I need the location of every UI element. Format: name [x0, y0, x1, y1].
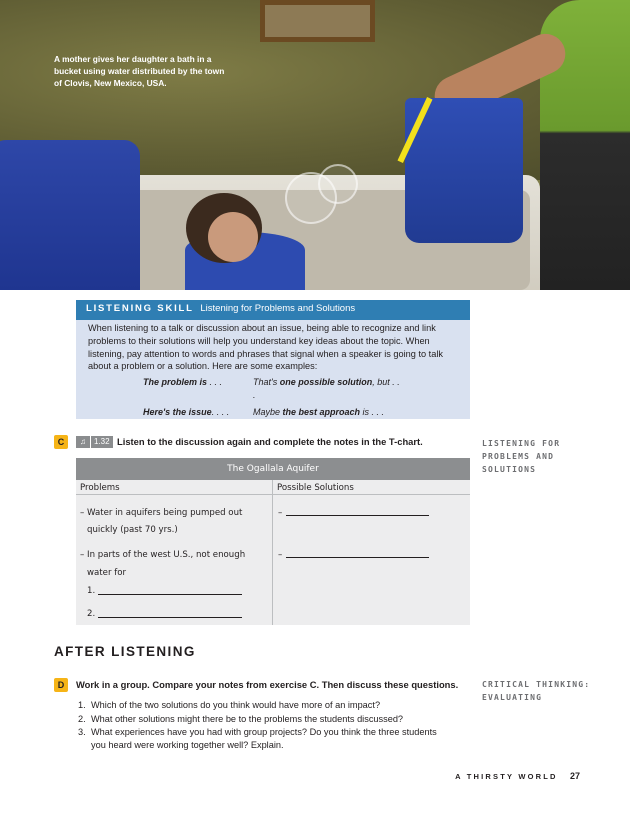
audio-track-badge[interactable]	[76, 436, 113, 448]
exercise-d-instruction: Work in a group. Compare your notes from exercise C. Then discuss these questions.	[76, 679, 459, 690]
audio-track-number: 1.32	[91, 436, 113, 448]
listening-skill-examples	[143, 376, 458, 419]
listening-skill-text: When listening to a talk or discussion about an issue, being able to recognize and link problems to their solutions will help you understand key ideas about the topic. When listening, pay attention to words and phrases that signal when a speaker is going to talk about a problem or a solution. Here are some examples:	[88, 323, 443, 372]
example-rest: is . . .	[360, 407, 385, 418]
problem-2-item-1-blank[interactable]	[98, 594, 242, 595]
example-phrase	[143, 406, 253, 419]
problem-2-item-2-label: 2.	[87, 609, 96, 619]
example-phrase	[253, 406, 403, 419]
solution-2-blank[interactable]	[286, 557, 429, 558]
solution-1-dash: –	[278, 508, 283, 518]
listening-skill-tag: LISTENING SKILL	[86, 303, 194, 314]
listening-skill-body	[76, 320, 470, 419]
problem-2-item-2-blank[interactable]	[98, 617, 242, 618]
photo-bucket-left	[0, 140, 140, 290]
solution-1-blank[interactable]	[286, 515, 429, 516]
question-item	[78, 699, 478, 712]
example-key: The problem is	[143, 377, 208, 388]
problem-1-line-1: – Water in aquifers being pumped out	[80, 508, 243, 518]
listening-skill-header	[76, 300, 470, 320]
listening-skill-box	[76, 300, 470, 419]
t-chart-divider	[272, 480, 273, 625]
side-label-listening: LISTENING FOR PROBLEMS AND SOLUTIONS	[482, 439, 561, 474]
question-number: 3.	[78, 727, 86, 737]
solution-2-dash: –	[278, 550, 283, 560]
t-chart-header-rule	[76, 494, 470, 495]
question-item	[78, 713, 478, 726]
question-number: 2.	[78, 713, 86, 724]
t-chart-col-solutions: Possible Solutions	[277, 483, 354, 493]
side-label-critical-thinking: CRITICAL THINKING: EVALUATING	[482, 680, 591, 702]
photo	[0, 0, 630, 290]
problem-1-line-2: quickly (past 70 yrs.)	[87, 525, 178, 535]
listening-skill-title: Listening for Problems and Solutions	[200, 303, 356, 314]
example-rest: Maybe	[253, 407, 283, 418]
example-phrase	[143, 376, 253, 402]
example-rest: . . . .	[211, 407, 230, 418]
question-item	[78, 726, 438, 751]
exercise-c-badge: C	[54, 435, 68, 449]
page-number: 27	[569, 771, 580, 781]
question-text: What experiences have you had with group projects? Do you think the three students you heard were working together well? Explain.	[91, 727, 437, 750]
problem-2-line-2: water for	[87, 568, 127, 578]
example-rest: , but . . .	[253, 377, 400, 401]
question-number: 1.	[78, 700, 86, 710]
footer-unit-title: A THIRSTY WORLD	[455, 772, 558, 781]
example-key: Here's the issue	[143, 407, 212, 418]
exercise-d-badge: D	[54, 678, 68, 692]
t-chart	[76, 458, 470, 625]
example-key: one possible solution	[279, 377, 373, 388]
problem-2-item-1-label: 1.	[87, 586, 96, 596]
section-heading-after-listening: AFTER LISTENING	[54, 644, 196, 659]
exercise-c-instruction: Listen to the discussion again and complete the notes in the T-chart.	[117, 436, 423, 447]
example-phrase	[253, 376, 403, 402]
photo-caption: A mother gives her daughter a bath in a bucket using water distributed by the town of Clovis, New Mexico, USA.	[54, 54, 225, 88]
example-rest: . . .	[207, 377, 223, 388]
problem-2-line-1: – In parts of the west U.S., not enough	[80, 550, 246, 560]
question-text: What other solutions might there be to the problems the students discussed?	[91, 713, 404, 724]
question-text: Which of the two solutions do you think would have more of an impact?	[91, 700, 381, 710]
photo-child-face	[208, 212, 258, 262]
photo-bubble	[318, 164, 358, 204]
t-chart-title: The Ogallala Aquifer	[76, 458, 470, 480]
photo-picture-frame	[260, 0, 375, 42]
example-key: the best approach	[282, 407, 361, 418]
question-list	[78, 699, 478, 752]
headphones-icon: ♫	[76, 436, 90, 448]
example-rest: That's	[253, 377, 280, 388]
t-chart-col-problems: Problems	[80, 483, 120, 493]
page-footer	[455, 771, 580, 781]
